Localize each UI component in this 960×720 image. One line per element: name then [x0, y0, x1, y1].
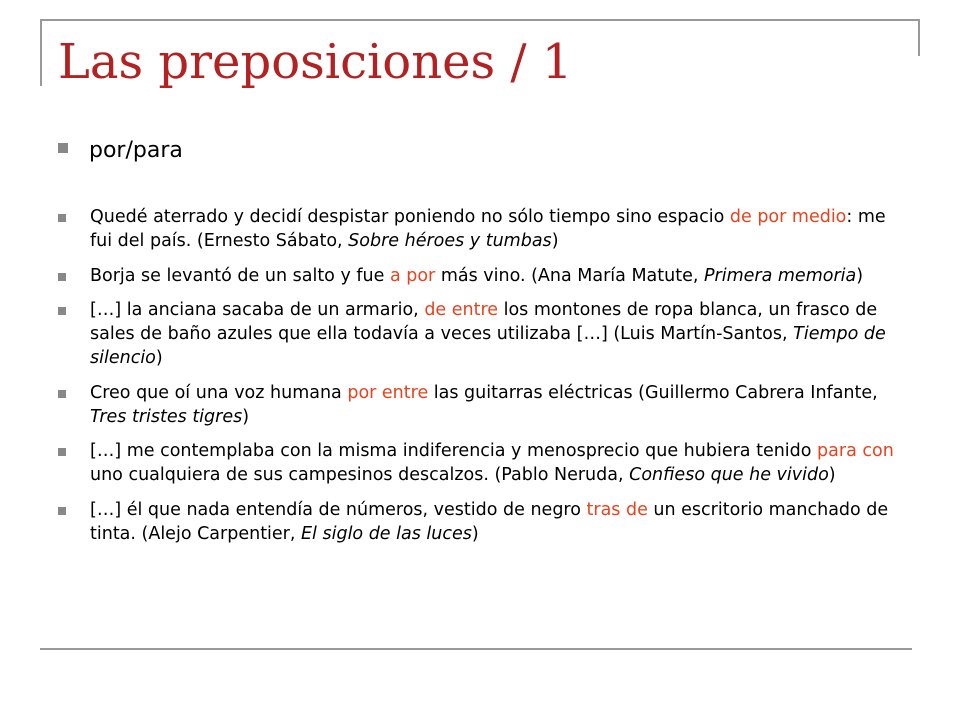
quote-text: [90, 382, 908, 430]
square-bullet-icon: [58, 507, 66, 515]
heading-item: [58, 138, 183, 163]
square-bullet-icon: [58, 307, 66, 315]
quote-text-pre: Creo que oí una voz humana: [90, 382, 348, 403]
quote-text-end: ): [155, 347, 163, 368]
quote-text: [90, 265, 863, 289]
quote-text-post: más vino. (Ana María Matute,: [435, 265, 704, 286]
square-bullet-icon: [58, 390, 66, 398]
work-title: Confieso que he vivido: [629, 465, 829, 486]
preposition-highlight: de entre: [424, 300, 499, 321]
quote-text-end: ): [828, 465, 836, 486]
quote-text: [90, 299, 908, 370]
preposition-highlight: por entre: [347, 382, 429, 403]
quote-text-end: ): [242, 406, 250, 427]
work-title: Primera memoria: [703, 265, 857, 286]
quote-text-post: los montones de ropa blanca, un frasco de sales de baño azules que ella todavía a veces utilizaba […] (Luis Martín-Santos,: [90, 300, 878, 345]
bottom-rule: [40, 648, 912, 650]
preposition-highlight: de por medio: [729, 207, 847, 227]
work-title: Tres tristes tigres: [90, 406, 243, 427]
page-title: Las preposiciones / 1: [58, 34, 573, 90]
quote-text-pre: […] la anciana sacaba de un armario,: [90, 300, 425, 321]
work-title: Sobre héroes y tumbas: [348, 230, 552, 251]
quote-text-post: las guitarras eléctricas (Guillermo Cabrera Infante,: [428, 382, 878, 403]
quote-text-pre: Borja se levantó de un salto y fue: [90, 265, 390, 286]
top-rule: [40, 19, 920, 21]
quote-text: [90, 206, 908, 254]
preposition-highlight: a por: [389, 265, 436, 286]
quote-item: [58, 499, 908, 547]
quote-item: [58, 206, 908, 254]
quote-text-end: ): [856, 265, 864, 286]
quote-item: [58, 299, 908, 370]
preposition-highlight: para con: [817, 441, 894, 462]
quote-list: [58, 206, 908, 558]
square-bullet-icon: [58, 214, 66, 222]
work-title: El siglo de las luces: [301, 523, 472, 544]
left-rule: [40, 19, 42, 86]
quote-text-pre: Quedé aterrado y decidí despistar poniendo no sólo tiempo sino espacio: [90, 207, 730, 227]
quote-text-post: un escritorio manchado de tinta. (Alejo Carpentier,: [90, 499, 889, 544]
quote-item: [58, 265, 908, 289]
quote-text-pre: […] me contemplaba con la misma indiferencia y menosprecio que hubiera tenido: [90, 441, 818, 462]
quote-text: [90, 499, 908, 547]
quote-text-post: : me fui del país. (Ernesto Sábato,: [90, 207, 886, 251]
right-rule: [918, 19, 920, 56]
quote-item: [58, 440, 908, 488]
work-title: Tiempo de silencio: [90, 324, 886, 368]
quote-text-end: ): [471, 523, 479, 544]
quote-text-end: ): [551, 230, 559, 251]
quote-item: [58, 382, 908, 430]
square-bullet-icon: [58, 143, 68, 153]
preposition-highlight: tras de: [586, 499, 648, 520]
quote-text: [90, 440, 908, 488]
square-bullet-icon: [58, 273, 66, 281]
square-bullet-icon: [58, 448, 66, 456]
quote-text-post: uno cualquiera de sus campesinos descalzos. (Pablo Neruda,: [90, 465, 630, 486]
heading-text: por/para: [89, 138, 183, 163]
quote-text-pre: […] él que nada entendía de números, vestido de negro: [90, 499, 587, 520]
